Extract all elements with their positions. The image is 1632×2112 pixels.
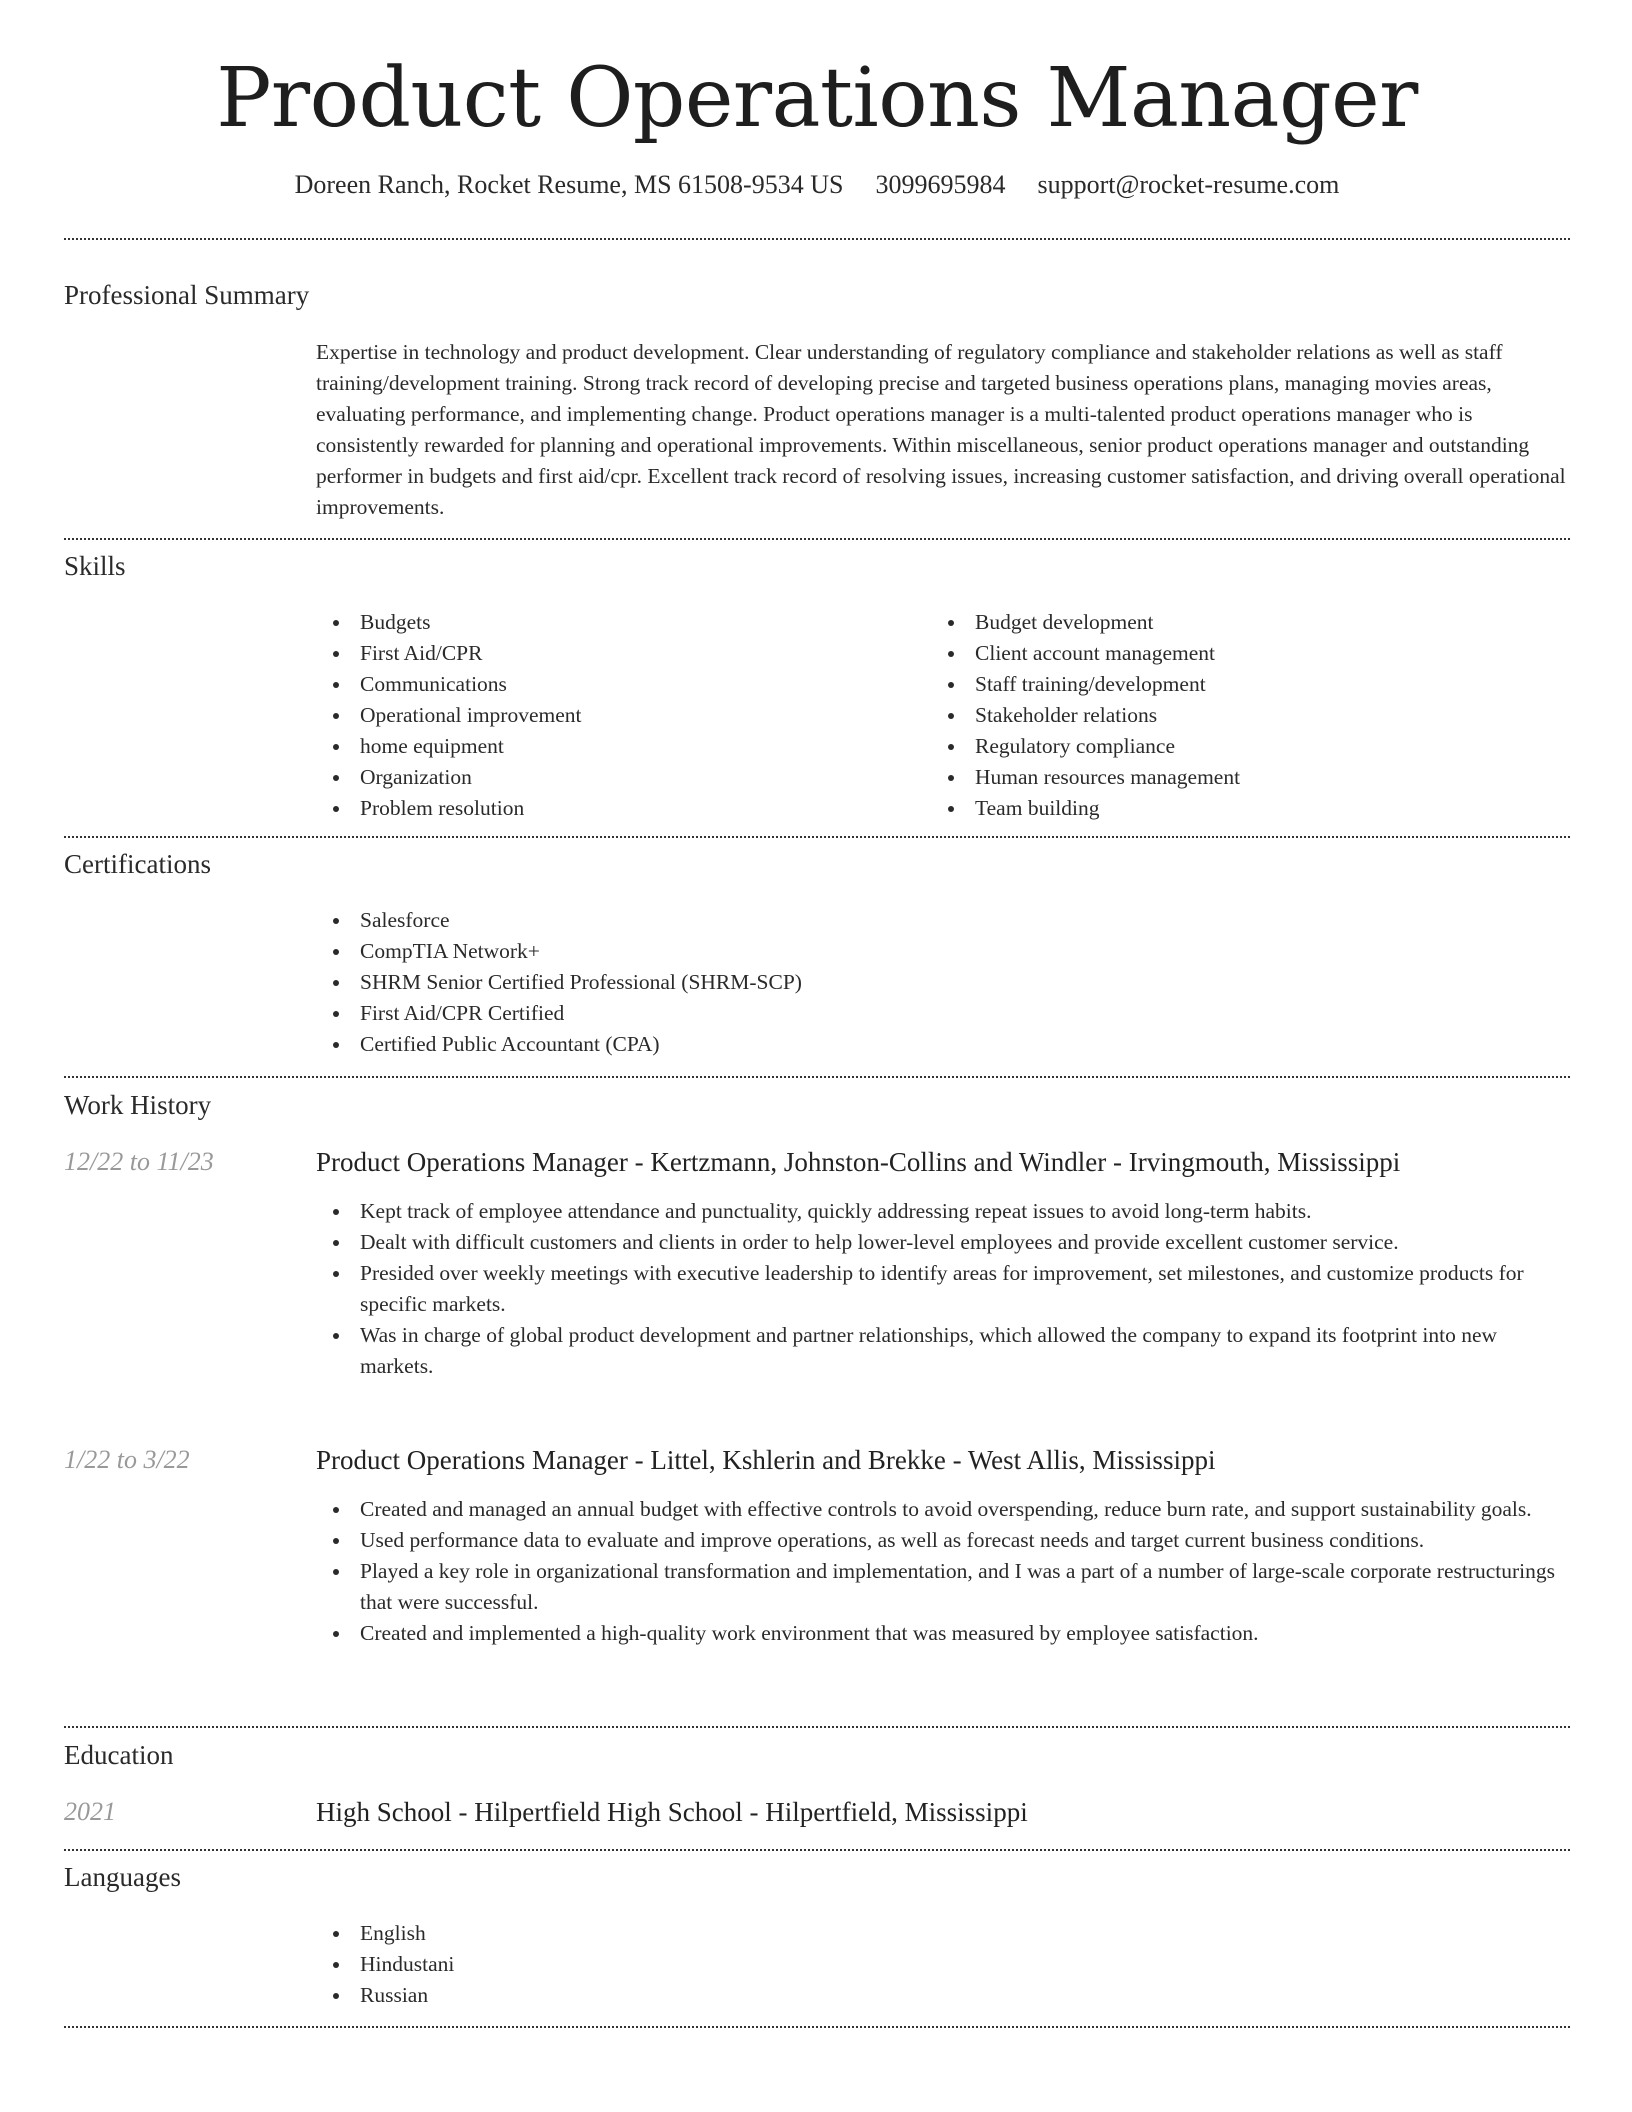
certification-item: Salesforce — [316, 905, 1570, 936]
section-divider — [64, 1076, 1570, 1078]
job-duty-item: Dealt with difficult customers and clients in order to help lower-level employees and provide excellent customer service. — [316, 1227, 1570, 1258]
work-history-heading: Work History — [64, 1090, 212, 1120]
skill-item: Team building — [931, 793, 1546, 824]
summary-text: Expertise in technology and product development. Clear understanding of regulatory compliance and stakeholder relations as well as staff training/development training. Strong track record of developing precise and targeted business operations plans, managing movies areas, evaluating performance, and implementing change. Product operations manager is a multi-talented product operations manager who is consistently rewarded for planning and operational improvements. Within miscellaneous, senior product operations manager and outstanding performer in budgets and first aid/cpr. Excellent track record of resolving issues, increasing customer satisfaction, and driving overall operational improvements. — [316, 340, 1566, 519]
job-duty-item: Played a key role in organizational transformation and implementation, and I was a part of a number of large-scale corporate restructurings that were successful. — [316, 1556, 1570, 1618]
languages-heading: Languages — [64, 1862, 181, 1892]
skills-column-left — [316, 607, 931, 824]
job-title: Product Operations Manager - Littel, Kshlerin and Brekke - West Allis, Mississippi — [316, 1445, 1216, 1475]
section-divider — [64, 1726, 1570, 1728]
education-date: 2021 — [64, 1797, 116, 1826]
skill-item: Problem resolution — [316, 793, 931, 824]
certification-item: Certified Public Accountant (CPA) — [316, 1029, 1570, 1060]
job-duty-item: Created and implemented a high-quality work environment that was measured by employee satisfaction. — [316, 1618, 1570, 1649]
skills-list — [316, 607, 1570, 824]
section-divider — [64, 2026, 1570, 2028]
resume-title: Product Operations Manager — [216, 51, 1418, 146]
skill-item: Communications — [316, 669, 931, 700]
job-dates: 12/22 to 11/23 — [64, 1147, 214, 1176]
job-duty-item: Used performance data to evaluate and improve operations, as well as forecast needs and target current business conditions. — [316, 1525, 1570, 1556]
job-title: Product Operations Manager - Kertzmann, Johnston-Collins and Windler - Irvingmouth, Mississippi — [316, 1147, 1401, 1177]
contact-line — [64, 170, 1570, 200]
education-title: High School - Hilpertfield High School - Hilpertfield, Mississippi — [316, 1797, 1028, 1827]
skill-item: Regulatory compliance — [931, 731, 1546, 762]
skill-item: Human resources management — [931, 762, 1546, 793]
contact-address: Doreen Ranch, Rocket Resume, MS 61508-9534 US — [294, 170, 844, 199]
languages-list — [316, 1918, 1570, 2011]
skill-item: Budgets — [316, 607, 931, 638]
skill-item: Stakeholder relations — [931, 700, 1546, 731]
job-duties-list — [316, 1196, 1570, 1382]
language-item: Hindustani — [316, 1949, 1570, 1980]
job-duty-item: Presided over weekly meetings with executive leadership to identify areas for improvement, set milestones, and customize products for specific markets. — [316, 1258, 1570, 1320]
job-duty-item: Was in charge of global product development and partner relationships, which allowed the company to expand its footprint into new markets. — [316, 1320, 1570, 1382]
summary-heading: Professional Summary — [64, 280, 310, 310]
job-duty-item: Kept track of employee attendance and punctuality, quickly addressing repeat issues to avoid long-term habits. — [316, 1196, 1570, 1227]
contact-email: support@rocket-resume.com — [1037, 170, 1340, 199]
language-item: English — [316, 1918, 1570, 1949]
skill-item: Client account management — [931, 638, 1546, 669]
skill-item: home equipment — [316, 731, 931, 762]
skills-column-right — [931, 607, 1546, 824]
job-dates: 1/22 to 3/22 — [64, 1445, 190, 1474]
section-divider — [64, 1849, 1570, 1851]
skill-item: Organization — [316, 762, 931, 793]
language-item: Russian — [316, 1980, 1570, 2011]
education-heading: Education — [64, 1740, 174, 1770]
certification-item: First Aid/CPR Certified — [316, 998, 1570, 1029]
job-duties-list — [316, 1494, 1570, 1649]
skills-heading: Skills — [64, 551, 126, 581]
skill-item: First Aid/CPR — [316, 638, 931, 669]
section-divider — [64, 538, 1570, 540]
job-duty-item: Created and managed an annual budget with effective controls to avoid overspending, reduce burn rate, and support sustainability goals. — [316, 1494, 1570, 1525]
section-divider — [64, 836, 1570, 838]
skill-item: Budget development — [931, 607, 1546, 638]
section-divider — [64, 238, 1570, 240]
skill-item: Operational improvement — [316, 700, 931, 731]
certifications-heading: Certifications — [64, 849, 211, 879]
certification-item: CompTIA Network+ — [316, 936, 1570, 967]
skill-item: Staff training/development — [931, 669, 1546, 700]
certification-item: SHRM Senior Certified Professional (SHRM-SCP) — [316, 967, 1570, 998]
certifications-list — [316, 905, 1570, 1060]
contact-phone: 3099695984 — [875, 170, 1006, 199]
